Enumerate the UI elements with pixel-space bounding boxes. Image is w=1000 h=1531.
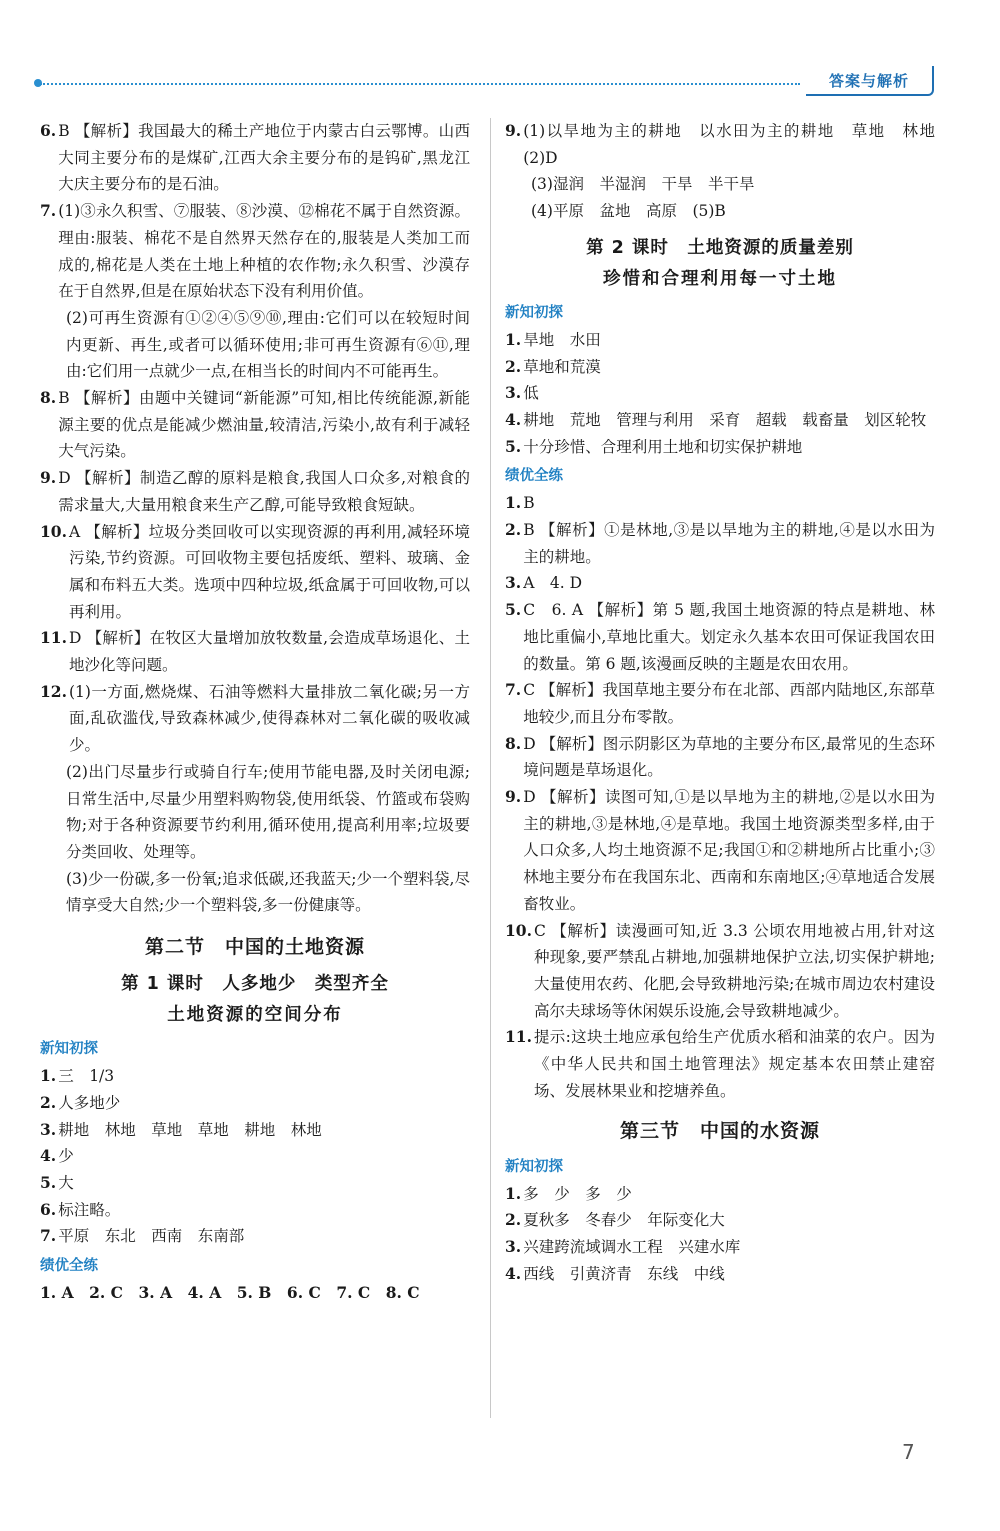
list-item: 5. 大 — [40, 1172, 74, 1192]
answer-12-part-3: (3)少一份碳,多一份氧;追求低碳,还我蓝天;少一个塑料袋,尽情享受大自然;少一个塑料袋,多一份健康等。 — [66, 869, 470, 915]
answer-9-part-3: (3)湿润 半湿润 干旱 半干旱 — [531, 175, 755, 194]
column-divider — [490, 118, 491, 1418]
list-item: 3. A 4. D — [505, 573, 583, 593]
answer-8: 8. B 【解析】由题中关键词“新能源”可知,相比传统能源,新能源主要的优点是能减少燃油量,较清洁,污染小,故有利于减轻大气污染。 — [40, 388, 470, 461]
answer-7-part-2: (2)可再生资源有①②④⑤⑨⑩,理由:它们可以在较短时间内更新、再生,或者可以循环使用;非可再生资源有⑥⑪,理由:它们用一点就少一点,在相当长的时间内不可能再生。 — [66, 308, 470, 381]
subhead-xinzhi: 新知初探 — [40, 1041, 98, 1058]
xinzhi-list-3 — [505, 1181, 935, 1288]
section-title-land: 第二节 中国的土地资源 — [144, 936, 365, 959]
list-item: 2. 人多地少 — [40, 1092, 121, 1112]
list-item: 9. D 【解析】读图可知,①是以旱地为主的耕地,②是以水田为主的耕地,③是林地,④是草地。我国土地资源类型多样,由于人口众多,人均土地资源不足;我国①和②耕地所占比重小;③林地主要分布在我国东北、西南和东南地区;④草地适合发展畜牧业。 — [505, 787, 935, 913]
list-item: 2. 夏秋多 冬春少 年际变化大 — [505, 1210, 725, 1230]
left-column — [40, 118, 470, 1307]
list-item: 5. C 6. A 【解析】第 5 题,我国土地资源的特点是耕地、林地比重偏小,草地比重大。划定永久基本农田可保证我国农田的数量。第 6 题,该漫画反映的主题是农田农用。 — [505, 600, 935, 673]
header-label: 答案与解析 — [806, 66, 934, 96]
answer-10: 10. A 【解析】垃圾分类回收可以实现资源的再利用,减轻环境污染,节约资源。可回收物主要包括废纸、塑料、玻璃、金属和布料五大类。选项中四种垃圾,纸盒属于可回收物,可以再利用。 — [40, 521, 470, 621]
page-number: 7 — [902, 1440, 915, 1464]
subhead-xinzhi-2: 新知初探 — [505, 304, 563, 321]
section-title-water: 第三节 中国的水资源 — [619, 1119, 820, 1142]
list-item: 6. 标注略。 — [40, 1199, 121, 1219]
list-item: 10. C 【解析】读漫画可知,近 3.3 公顷农用地被占用,针对这种现象,要严禁乱占耕地,加强耕地保护立法,切实保护耕地;大量使用农药、化肥,会导致耕地污染;在城市周边农村建设高尔夫球场等休闲娱乐设施,会导致耕地减少。 — [505, 920, 935, 1020]
list-item: 3. 兴建跨流域调水工程 兴建水库 — [505, 1236, 741, 1256]
list-item: 4. 耕地 荒地 管理与利用 采育 超载 载畜量 划区轮牧 — [505, 409, 927, 429]
answer-11: 11. D 【解析】在牧区大量增加放牧数量,会造成草场退化、土地沙化等问题。 — [40, 628, 470, 675]
header-dotted-line — [40, 83, 800, 85]
list-item: 2. B 【解析】①是林地,③是以旱地为主的耕地,④是以水田为主的耕地。 — [505, 520, 935, 566]
answer-12: 12. (1)一方面,燃烧煤、石油等燃料大量排放二氧化碳;另一方面,乱砍滥伐,导致森林减少,使得森林对二氧化碳的吸收减少。 — [40, 681, 470, 755]
xinzhi-list-2 — [505, 327, 935, 461]
answer-12-part-2: (2)出门尽量步行或骑自行车;使用节能电器,及时关闭电源;日常生活中,尽量少用塑料购物袋,使用纸袋、竹篮或布袋购物;对于各种资源要节约利用,循环使用,提高利用率;垃圾要分类回收、处理等。 — [66, 762, 470, 861]
list-item: 7. C 【解析】我国草地主要分布在北部、西部内陆地区,东部草地较少,而且分布零散。 — [505, 680, 935, 726]
xinzhi-list — [40, 1063, 470, 1250]
list-item: 1. 三 1/3 — [40, 1066, 115, 1086]
list-item: 5. 十分珍惜、合理利用土地和切实保护耕地 — [505, 436, 803, 456]
list-item: 3. 低 — [505, 383, 539, 403]
list-item: 8. D 【解析】图示阴影区为草地的主要分布区,最常见的生态环境问题是草场退化。 — [505, 733, 935, 780]
answer-9-right: 9. (1)以旱地为主的耕地 以水田为主的耕地 草地 林地 (2)D — [505, 121, 951, 167]
list-item: 4. 少 — [40, 1146, 74, 1166]
list-item: 2. 草地和荒漠 — [505, 356, 601, 376]
lesson-title-1: 第 1 课时 人多地少 类型齐全 — [121, 974, 389, 995]
subhead-jiyou: 绩优全练 — [40, 1258, 98, 1275]
lesson-subtitle-1: 土地资源的空间分布 — [167, 1005, 343, 1026]
lesson-subtitle-2: 珍惜和合理利用每一寸土地 — [603, 268, 837, 289]
list-item: 4. 西线 引黄济青 东线 中线 — [505, 1263, 725, 1283]
subhead-jiyou-2: 绩优全练 — [505, 468, 563, 485]
list-item: 1. B — [505, 493, 535, 513]
list-item: 1. 旱地 水田 — [505, 329, 601, 349]
lesson-title-2: 第 2 课时 土地资源的质量差别 — [586, 237, 854, 258]
answer-6: 6. B 【解析】我国最大的稀土产地位于内蒙古白云鄂博。山西大同主要分布的是煤矿,江西大余主要分布的是钨矿,黑龙江大庆主要分布的是石油。 — [40, 121, 470, 194]
list-item: 1. 多 少 多 少 — [505, 1183, 632, 1203]
answer-9: 9. D 【解析】制造乙醇的原料是粮食,我国人口众多,对粮食的需求量大,大量用粮食来生产乙醇,可能导致粮食短缺。 — [40, 468, 470, 514]
right-column — [505, 118, 951, 1287]
subhead-xinzhi-3: 新知初探 — [505, 1158, 563, 1175]
jiyou-list-2 — [505, 490, 935, 1104]
list-item: 11. 提示:这块土地应承包给生产优质水稻和油菜的农户。因为《中华人民共和国土地管理法》规定基本农田禁止建窑场、发展林果业和挖塘养鱼。 — [505, 1027, 935, 1100]
answer-9-part-4: (4)平原 盆地 高原 (5)B — [531, 202, 726, 221]
list-item: 3. 耕地 林地 草地 草地 耕地 林地 — [40, 1119, 322, 1139]
list-item: 7. 平原 东北 西南 东南部 — [40, 1226, 245, 1246]
jiyou-answers: 1. A 2. C 3. A 4. A 5. B 6. C 7. C 8. C — [40, 1283, 420, 1303]
answer-7: 7. (1)③永久积雪、⑦服装、⑧沙漠、⑫棉花不属于自然资源。理由:服装、棉花不是自然界天然存在的,服装是人类加工而成的,棉花是人类在土地上种植的农作物;永久积雪、沙漠存在于自然界,但是在原始状态下没有利用价值。 — [40, 201, 470, 301]
